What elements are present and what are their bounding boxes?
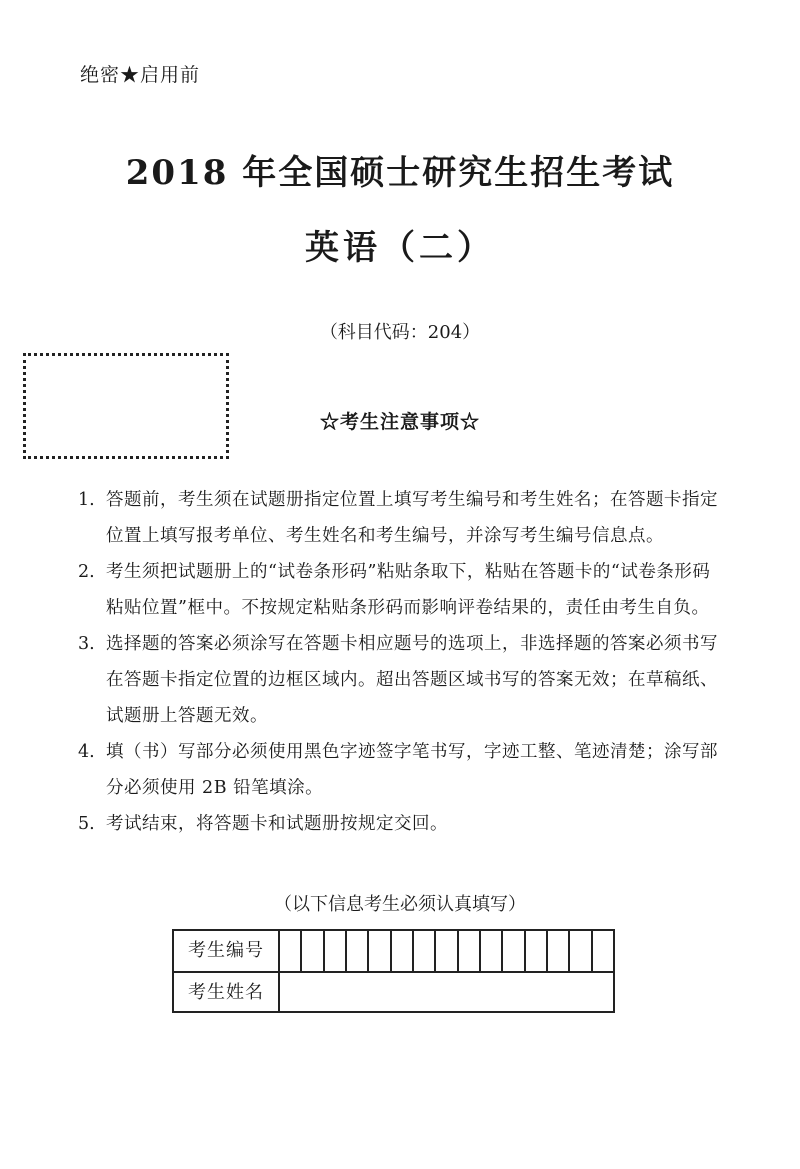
notice-item-number: 1. xyxy=(78,490,95,510)
notice-item-text: 填（书）写部分必须使用黑色字迹签字笔书写，字迹工整、笔迹清楚；涂写部分必须使用 2B 铅笔填涂。 xyxy=(106,742,718,798)
candidate-number-cell[interactable] xyxy=(593,931,613,971)
notice-item-number: 5. xyxy=(78,814,95,834)
info-caption: （以下信息考生必须认真填写） xyxy=(274,894,526,915)
notice-item xyxy=(78,554,718,626)
subject-title: 英语（二） xyxy=(305,228,495,268)
notice-item-text: 考生须把试题册上的“试卷条形码”粘贴条取下，粘贴在答题卡的“试卷条形码粘贴位置”框中。不按规定粘贴条形码而影响评卷结果的，责任由考生自负。 xyxy=(106,562,711,618)
candidate-number-cell[interactable] xyxy=(414,931,436,971)
candidate-name-row xyxy=(174,971,613,1013)
candidate-name-field[interactable] xyxy=(280,973,613,1013)
classification-label: 绝密★启用前 xyxy=(80,64,201,86)
candidate-number-label: 考生编号 xyxy=(174,931,280,971)
candidate-number-cell[interactable] xyxy=(481,931,503,971)
candidate-number-cell[interactable] xyxy=(526,931,548,971)
notice-item-text: 考试结束，将答题卡和试题册按规定交回。 xyxy=(106,814,448,834)
notice-item-text: 选择题的答案必须涂写在答题卡相应题号的选项上，非选择题的答案必须书写在答题卡指定位置的边框区域内。超出答题区域书写的答案无效；在草稿纸、试题册上答题无效。 xyxy=(106,634,718,726)
candidate-name-label: 考生姓名 xyxy=(174,973,280,1013)
candidate-number-cell[interactable] xyxy=(570,931,592,971)
notice-item xyxy=(78,806,718,842)
notice-item-number: 2. xyxy=(78,562,95,582)
candidate-number-cell[interactable] xyxy=(503,931,525,971)
candidate-number-cells xyxy=(280,931,613,971)
candidate-number-cell[interactable] xyxy=(325,931,347,971)
candidate-number-cell[interactable] xyxy=(280,931,302,971)
candidate-number-cell[interactable] xyxy=(459,931,481,971)
notice-item xyxy=(78,482,718,554)
notice-item xyxy=(78,626,718,734)
candidate-number-cell[interactable] xyxy=(392,931,414,971)
notice-list xyxy=(78,482,718,842)
exam-title: 2018 年全国硕士研究生招生考试 xyxy=(125,153,675,193)
candidate-number-row xyxy=(174,931,613,971)
subject-code: （科目代码：204） xyxy=(319,322,481,343)
candidate-number-cell[interactable] xyxy=(548,931,570,971)
notice-item xyxy=(78,734,718,806)
candidate-number-cell[interactable] xyxy=(302,931,324,971)
notice-item-number: 4. xyxy=(78,742,95,762)
notice-title: ☆考生注意事项☆ xyxy=(319,411,480,433)
candidate-number-cell[interactable] xyxy=(369,931,391,971)
notice-item-text: 答题前，考生须在试题册指定位置上填写考生编号和考生姓名；在答题卡指定位置上填写报考单位、考生姓名和考生编号，并涂写考生编号信息点。 xyxy=(106,490,718,546)
candidate-number-cell[interactable] xyxy=(436,931,458,971)
barcode-sticker-area xyxy=(23,353,229,459)
candidate-number-cell[interactable] xyxy=(347,931,369,971)
notice-item-number: 3. xyxy=(78,634,95,654)
candidate-info-table xyxy=(172,929,615,1013)
